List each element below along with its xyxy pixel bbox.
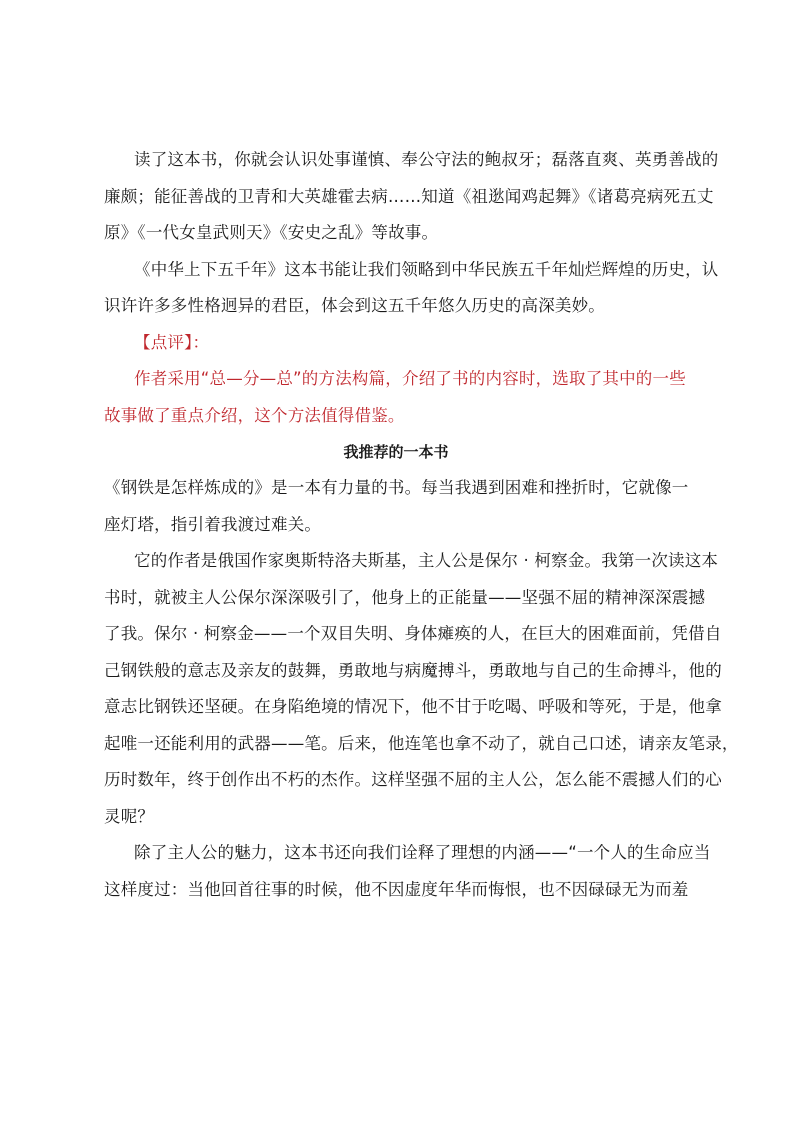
text-line: 廉颇；能征善战的卫青和大英雄霍去病……知道《祖逖闻鸡起舞》《诸葛亮病死五丈 bbox=[104, 186, 714, 206]
document-body bbox=[104, 142, 739, 908]
text-line: 意志比钢铁还坚硬。在身陷绝境的情况下，他不甘于吃喝、呼吸和等死，于是，他拿 bbox=[104, 697, 722, 716]
text-line: 己钢铁般的意志及亲友的鼓舞，勇敢地与病魔搏斗，勇敢地与自己的生命搏斗，他的 bbox=[104, 660, 722, 680]
text-line: 原》《一代女皇武则天》《安史之乱》等故事。 bbox=[104, 223, 439, 242]
text-line: 灵呢？ bbox=[104, 806, 155, 826]
text-line: 除了主人公的魅力，这本书还向我们诠释了理想的内涵——“一个人的生命应当 bbox=[134, 843, 711, 862]
text-line: 《中华上下五千年》这本书能让我们领略到中华民族五千年灿烂辉煌的历史，认 bbox=[134, 259, 719, 279]
text-line: 书时，就被主人公保尔深深吸引了，他身上的正能量——坚强不屈的精神深深震撼 bbox=[104, 587, 706, 607]
text-line: 读了这本书，你就会认识处事谨慎、奉公守法的鲍叔牙；磊落直爽、英勇善战的 bbox=[134, 150, 719, 169]
text-line: 座灯塔，指引着我渡过难关。 bbox=[104, 514, 322, 534]
comment-label: 【点评】： bbox=[134, 332, 210, 352]
paragraph-essay-ideal bbox=[104, 835, 711, 908]
paragraph-essay-author bbox=[104, 543, 739, 835]
essay-title: 我推荐的一本书 bbox=[343, 443, 449, 461]
text-line: 识许许多多性格迥异的君臣，体会到这五千年悠久历史的高深美妙。 bbox=[104, 296, 605, 315]
paragraph-book-intro bbox=[104, 142, 719, 252]
paragraph-essay-opening bbox=[104, 470, 694, 543]
text-line: 历时数年，终于创作出不朽的杰作。这样坚强不屈的主人公，怎么能不震撼人们的心 bbox=[104, 770, 722, 789]
comment-text-line: 故事做了重点介绍，这个方法值得借鉴。 bbox=[104, 405, 405, 425]
text-line: 《钢铁是怎样炼成的》是一本有力量的书。每当我遇到困难和挫折时，它就像一 bbox=[104, 478, 689, 497]
text-line: 了我。保尔 · 柯察金——一个双目失明、身体瘫痪的人，在巨大的困难面前，凭借自 bbox=[104, 624, 722, 643]
paragraph-book-summary bbox=[104, 252, 719, 325]
text-line: 起唯一还能利用的武器——笔。后来，他连笔也拿不动了，就自己口述，请亲友笔录， bbox=[104, 733, 739, 753]
comment-text-line: 作者采用“总—分—总”的方法构篇，介绍了书的内容时，选取了其中的一些 bbox=[134, 369, 686, 388]
text-line: 它的作者是俄国作家奥斯特洛夫斯基，主人公是保尔 · 柯察金。我第一次读这本 bbox=[134, 551, 719, 570]
comment-section bbox=[104, 325, 694, 435]
text-line: 这样度过：当他回首往事的时候，他不因虚度年华而悔恨，也不因碌碌无为而羞 bbox=[104, 879, 689, 899]
